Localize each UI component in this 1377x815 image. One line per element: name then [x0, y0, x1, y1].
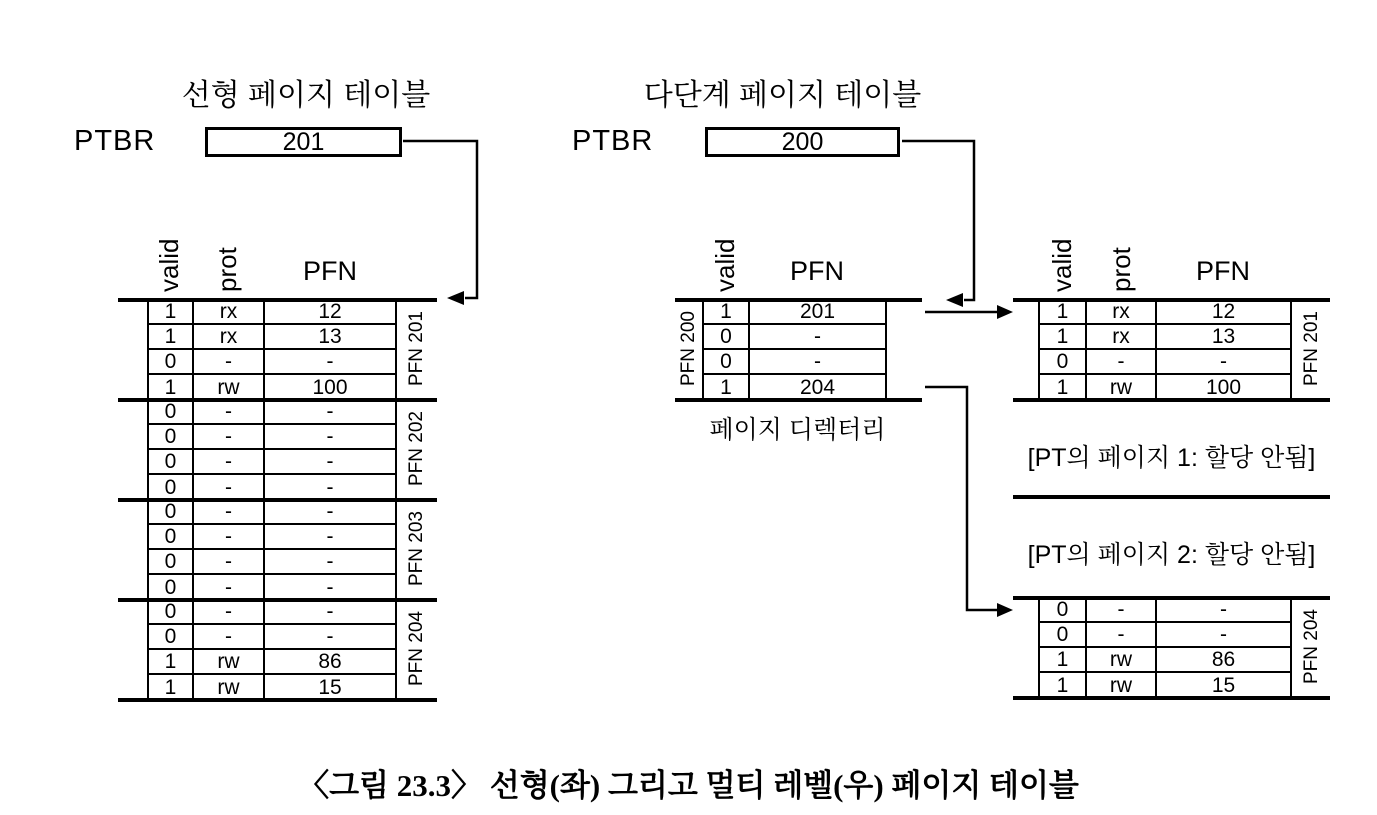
table-row [1038, 598, 1292, 623]
cell-prot: - [192, 600, 263, 623]
table-row [147, 550, 397, 575]
table-row [1038, 375, 1292, 400]
cell-valid: 0 [147, 550, 192, 573]
cell-pfn: - [263, 525, 397, 548]
cell-prot: rw [192, 650, 263, 673]
table-row [147, 325, 397, 350]
cell-pfn: 13 [1155, 325, 1292, 348]
table-row [147, 375, 397, 400]
cell-valid: 1 [702, 375, 748, 400]
cell-valid: 0 [147, 625, 192, 648]
cell-valid: 0 [147, 450, 192, 473]
cell-valid: 1 [147, 300, 192, 323]
table-row [147, 425, 397, 450]
pt-page-table-top [1038, 300, 1292, 400]
cell-valid: 1 [1038, 673, 1085, 698]
cell-valid: 0 [702, 325, 748, 348]
cell-valid: 1 [147, 375, 192, 400]
cell-prot: - [1085, 623, 1155, 646]
cell-valid: 1 [147, 650, 192, 673]
cell-valid: 0 [147, 500, 192, 523]
table-row [147, 500, 397, 525]
pfn-group-label: PFN 202 [406, 411, 427, 487]
cell-pfn: - [263, 450, 397, 473]
table-row [147, 475, 397, 500]
cell-prot: rx [1085, 300, 1155, 323]
cell-valid: 0 [702, 350, 748, 373]
cell-prot: rx [1085, 325, 1155, 348]
cell-prot: - [192, 550, 263, 573]
cell-valid: 0 [147, 575, 192, 600]
ptbr-box-middle [705, 127, 900, 157]
pfn-group-label: PFN 204 [406, 611, 427, 687]
cell-pfn: 15 [263, 675, 397, 700]
linear-table-title: 선형 페이지 테이블 [181, 79, 431, 112]
header-pfn-middle: PFN [790, 256, 844, 286]
cell-valid: 0 [1038, 623, 1085, 646]
ptbr-box-left [205, 127, 402, 157]
header-pfn-right: PFN [1196, 256, 1250, 286]
cell-pfn: - [1155, 350, 1292, 373]
pt-page-table-bottom [1038, 598, 1292, 698]
cell-pfn: 204 [748, 375, 887, 400]
cell-pfn: 15 [1155, 673, 1292, 698]
cell-prot: - [192, 525, 263, 548]
cell-pfn: 12 [1155, 300, 1292, 323]
table-row [702, 300, 887, 325]
ptbr-value-middle: 200 [781, 127, 824, 156]
figure-caption: 〈그림 23.3〉 선형(좌) 그리고 멀티 레벨(우) 페이지 테이블 [298, 768, 1079, 803]
cell-valid: 1 [147, 325, 192, 348]
cell-prot: rx [192, 325, 263, 348]
table-row [1038, 325, 1292, 350]
cell-prot: rw [192, 375, 263, 400]
cell-pfn: - [263, 625, 397, 648]
cell-pfn: - [263, 500, 397, 523]
pfn-group-label: PFN 201 [406, 311, 427, 387]
cell-valid: 1 [1038, 648, 1085, 671]
cell-valid: 0 [147, 425, 192, 448]
linear-page-table [147, 300, 397, 700]
cell-valid: 1 [702, 300, 748, 323]
table-row [1038, 623, 1292, 648]
table-row [702, 375, 887, 400]
cell-prot: - [192, 400, 263, 423]
cell-valid: 1 [1038, 375, 1085, 400]
cell-valid: 0 [147, 600, 192, 623]
cell-prot: - [192, 350, 263, 373]
cell-pfn: - [263, 350, 397, 373]
cell-pfn: - [263, 575, 397, 600]
table-row [147, 450, 397, 475]
cell-valid: 0 [147, 350, 192, 373]
table-row [1038, 300, 1292, 325]
header-pfn-left: PFN [303, 256, 357, 286]
pt-page1-note: [PT의 페이지 1: 할당 안됨] [1027, 444, 1316, 472]
table-row [147, 525, 397, 550]
page-directory-table [702, 300, 887, 400]
header-prot-left: prot [212, 247, 242, 292]
table-row [147, 575, 397, 600]
cell-prot: rw [1085, 648, 1155, 671]
cell-pfn: - [748, 325, 887, 348]
pfn-group-label: PFN 200 [678, 311, 699, 387]
header-valid-left: valid [154, 238, 184, 292]
cell-prot: - [192, 475, 263, 500]
header-valid-middle: valid [710, 238, 740, 292]
cell-pfn: - [748, 350, 887, 373]
table-row [147, 400, 397, 425]
cell-pfn: - [263, 425, 397, 448]
cell-pfn: 12 [263, 300, 397, 323]
cell-prot: - [192, 425, 263, 448]
table-row [147, 650, 397, 675]
cell-prot: rw [1085, 375, 1155, 400]
cell-pfn: - [263, 400, 397, 423]
cell-valid: 0 [1038, 598, 1085, 621]
cell-pfn: 100 [1155, 375, 1292, 400]
cell-valid: 1 [1038, 325, 1085, 348]
header-prot-right: prot [1106, 247, 1136, 292]
cell-pfn: 201 [748, 300, 887, 323]
cell-pfn: 100 [263, 375, 397, 400]
pfn-group-label: PFN 204 [1301, 609, 1322, 685]
cell-prot: - [192, 575, 263, 600]
page-directory-caption: 페이지 디렉터리 [709, 416, 886, 444]
cell-pfn: - [263, 475, 397, 500]
table-row [702, 325, 887, 350]
table-row [147, 350, 397, 375]
header-valid-right: valid [1047, 238, 1077, 292]
cell-prot: rw [1085, 673, 1155, 698]
ptbr-label-left: PTBR [74, 125, 156, 157]
cell-prot: - [192, 450, 263, 473]
cell-pfn: 86 [1155, 648, 1292, 671]
divider-line [1013, 495, 1330, 499]
ptbr-value-left: 201 [282, 127, 325, 156]
pt-page2-note: [PT의 페이지 2: 할당 안됨] [1027, 541, 1316, 569]
cell-valid: 0 [147, 475, 192, 500]
table-row [147, 625, 397, 650]
cell-pfn: - [263, 550, 397, 573]
cell-prot: - [1085, 350, 1155, 373]
pfn-group-label: PFN 203 [406, 511, 427, 587]
table-row [702, 350, 887, 375]
table-row [1038, 350, 1292, 375]
table-row [1038, 673, 1292, 698]
table-row [147, 300, 397, 325]
cell-pfn: - [1155, 598, 1292, 621]
table-row [147, 600, 397, 625]
cell-pfn: 86 [263, 650, 397, 673]
table-row [1038, 648, 1292, 673]
cell-valid: 1 [1038, 300, 1085, 323]
cell-prot: - [1085, 598, 1155, 621]
cell-valid: 0 [1038, 350, 1085, 373]
table-row [147, 675, 397, 700]
pfn-group-label: PFN 201 [1301, 311, 1322, 387]
cell-prot: - [192, 625, 263, 648]
cell-valid: 1 [147, 675, 192, 700]
multilevel-table-title: 다단계 페이지 테이블 [643, 79, 922, 112]
cell-prot: rx [192, 300, 263, 323]
cell-pfn: 13 [263, 325, 397, 348]
ptbr-label-middle: PTBR [572, 125, 654, 157]
cell-prot: - [192, 500, 263, 523]
cell-valid: 0 [147, 400, 192, 423]
cell-prot: rw [192, 675, 263, 700]
cell-pfn: - [263, 600, 397, 623]
cell-pfn: - [1155, 623, 1292, 646]
cell-valid: 0 [147, 525, 192, 548]
